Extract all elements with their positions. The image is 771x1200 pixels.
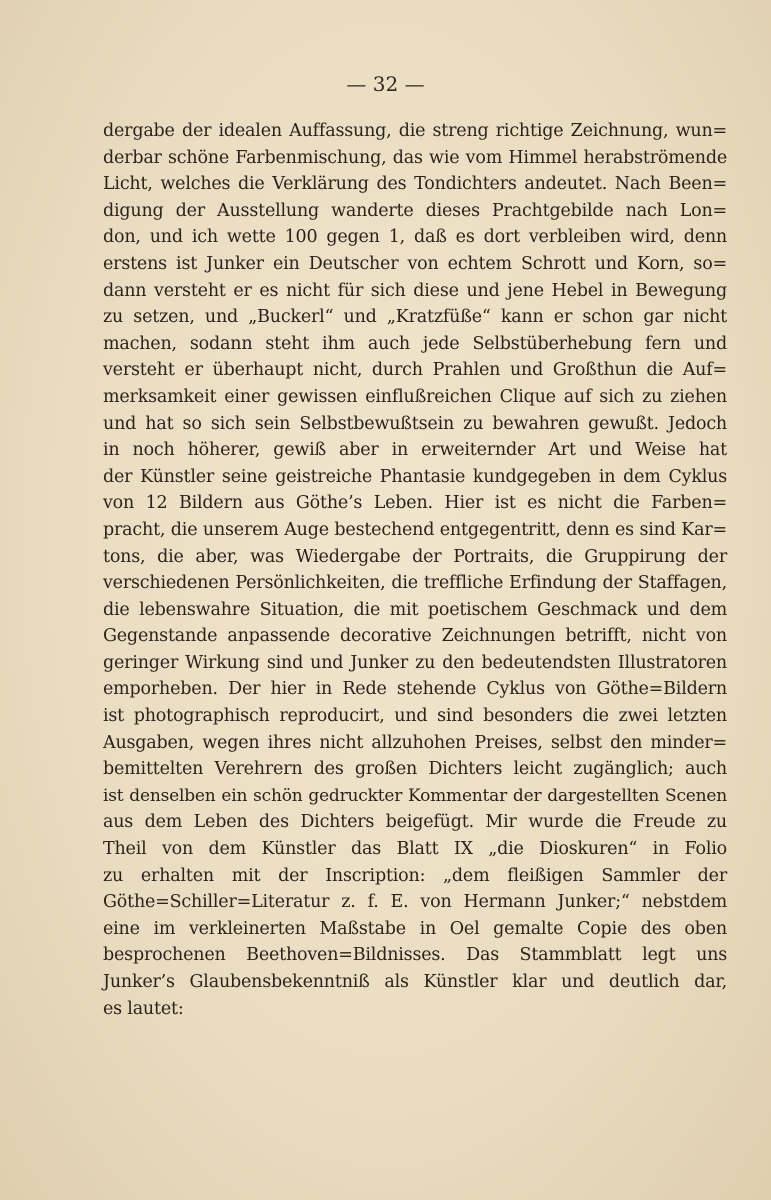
text-line: Theil von dem Künstler das Blatt IX „die Dioskuren“ in Folio (103, 839, 727, 860)
text-line: Ausgaben, wegen ihres nicht allzuhohen Preises, selbst den minder= (103, 732, 727, 753)
text-line: ist denselben ein schön gedruckter Kommentar der dargestellten Scenen (103, 785, 727, 806)
text-line: merksamkeit einer gewissen einflußreichen Clique auf sich zu ziehen (103, 386, 727, 407)
text-line: von 12 Bildern aus Göthe’s Leben. Hier ist es nicht die Farben= (103, 493, 727, 514)
text-line: ist photographisch reproducirt, und sind besonders die zwei letzten (103, 706, 727, 727)
text-line: bemittelten Verehrern des großen Dichters leicht zugänglich; auch (103, 759, 727, 780)
text-line: Licht, welches die Verklärung des Tondichters andeutet. Nach Been= (103, 174, 727, 195)
text-line: derbar schöne Farbenmischung, das wie vom Himmel herabströmende (103, 147, 727, 168)
text-line: besprochenen Beethoven=Bildnisses. Das Stammblatt legt uns (103, 945, 727, 966)
text-line: emporheben. Der hier in Rede stehende Cyklus von Göthe=Bildern (103, 679, 727, 700)
text-line: zu erhalten mit der Inscription: „dem fleißigen Sammler der (103, 865, 727, 886)
text-line: geringer Wirkung sind und Junker zu den bedeutendsten Illustratoren (103, 652, 727, 673)
text-line: eine im verkleinerten Maßstabe in Oel gemalte Copie des oben (103, 918, 727, 939)
text-line: der Künstler seine geistreiche Phantasie kundgegeben in dem Cyklus (103, 466, 727, 487)
body-text (103, 118, 727, 1022)
page-number: — 32 — (346, 72, 425, 96)
text-line: dann versteht er es nicht für sich diese und jene Hebel in Bewegung (103, 280, 727, 301)
text-line: zu setzen, und „Buckerl“ und „Kratzfüße“ kann er schon gar nicht (103, 307, 727, 328)
text-line: machen, sodann steht ihm auch jede Selbstüberhebung fern und (103, 333, 727, 354)
text-line: tons, die aber, was Wiedergabe der Portraits, die Gruppirung der (103, 546, 727, 567)
text-line: in noch höherer, gewiß aber in erweiternder Art und Weise hat (103, 440, 727, 461)
text-line: verschiedenen Persönlichkeiten, die treffliche Erfindung der Staffagen, (103, 573, 727, 594)
text-line: don, und ich wette 100 gegen 1, daß es dort verbleiben wird, denn (103, 227, 727, 248)
text-line: dergabe der idealen Auffassung, die streng richtige Zeichnung, wun= (103, 121, 727, 141)
text-line: Göthe=Schiller=Literatur z. f. E. von Hermann Junker;“ nebstdem (103, 892, 727, 913)
text-line: Gegenstande anpassende decorative Zeichnungen betrifft, nicht von (103, 626, 727, 647)
text-line: und hat so sich sein Selbstbewußtsein zu bewahren gewußt. Jedoch (103, 413, 727, 434)
text-line: erstens ist Junker ein Deutscher von echtem Schrott und Korn, so= (103, 253, 727, 274)
text-line-last: es lautet: (103, 998, 184, 1019)
text-line: pracht, die unserem Auge bestechend entgegentritt, denn es sind Kar= (103, 519, 727, 540)
text-line: versteht er überhaupt nicht, durch Prahlen und Großthun die Auf= (103, 360, 727, 381)
text-line: digung der Ausstellung wanderte dieses Prachtgebilde nach Lon= (103, 200, 727, 221)
text-line: aus dem Leben des Dichters beigefügt. Mir wurde die Freude zu (103, 812, 727, 833)
text-line: Junker’s Glaubensbekenntniß als Künstler klar und deutlich dar, (103, 972, 727, 992)
text-line: die lebenswahre Situation, die mit poetischem Geschmack und dem (103, 599, 727, 620)
